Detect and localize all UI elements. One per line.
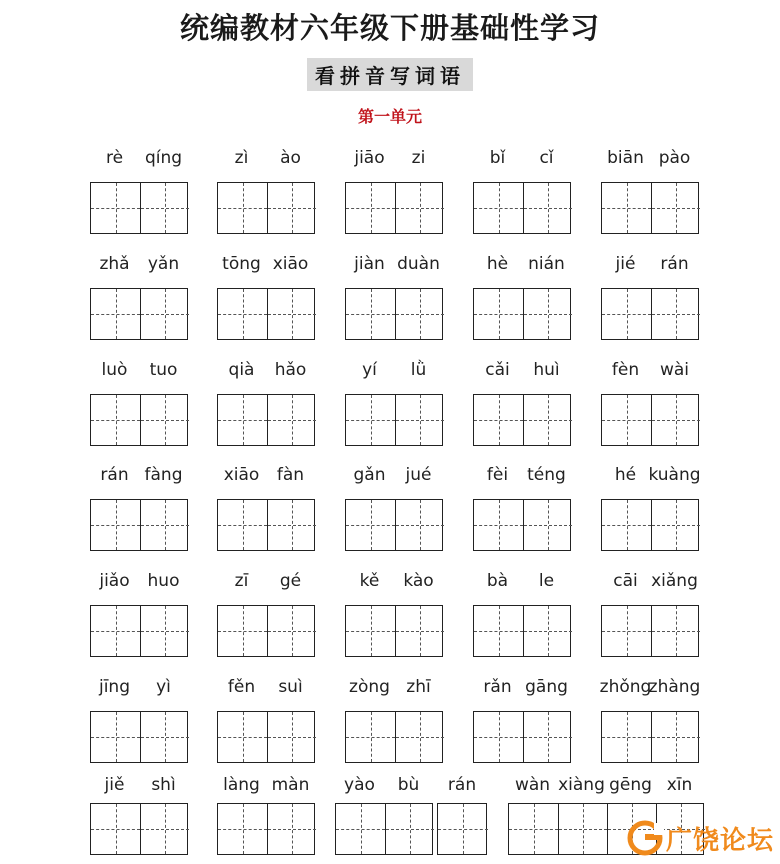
pinyin-syllable: huì bbox=[533, 360, 560, 380]
pinyin-syllable: cǐ bbox=[539, 148, 554, 168]
pinyin-syllable: kuàng bbox=[648, 465, 701, 485]
pinyin-syllable: gǎn bbox=[353, 465, 386, 485]
pinyin-syllable: cāi bbox=[613, 571, 638, 591]
writing-box[interactable] bbox=[473, 182, 571, 234]
writing-box[interactable] bbox=[473, 499, 571, 551]
pinyin-syllable: bǐ bbox=[489, 148, 506, 168]
pinyin-syllable: jué bbox=[405, 465, 432, 485]
pinyin-syllable: zhǎ bbox=[99, 254, 130, 274]
pinyin-syllable: cǎi bbox=[485, 360, 510, 380]
pinyin-syllable: yì bbox=[156, 677, 171, 697]
pinyin-syllable: tuo bbox=[149, 360, 178, 380]
pinyin-syllable: jiǎo bbox=[99, 571, 130, 591]
writing-box[interactable] bbox=[90, 394, 188, 446]
character-cell[interactable] bbox=[385, 804, 434, 854]
character-cell[interactable] bbox=[474, 183, 523, 233]
pinyin-syllable: bù bbox=[397, 775, 420, 795]
character-cell[interactable] bbox=[395, 183, 444, 233]
writing-box[interactable] bbox=[345, 711, 443, 763]
pinyin-syllable: shì bbox=[151, 775, 176, 795]
character-cell[interactable] bbox=[140, 395, 189, 445]
character-cell[interactable] bbox=[602, 712, 651, 762]
writing-box[interactable] bbox=[473, 711, 571, 763]
character-cell[interactable] bbox=[651, 712, 700, 762]
pinyin-syllable: zhàng bbox=[648, 677, 701, 697]
writing-box[interactable] bbox=[345, 499, 443, 551]
character-cell[interactable] bbox=[267, 606, 316, 656]
writing-box[interactable] bbox=[217, 711, 315, 763]
writing-box[interactable] bbox=[601, 394, 699, 446]
character-cell[interactable] bbox=[218, 606, 267, 656]
pinyin-syllable: xiǎng bbox=[651, 571, 698, 591]
character-cell[interactable] bbox=[218, 712, 267, 762]
character-cell[interactable] bbox=[523, 500, 572, 550]
writing-box[interactable] bbox=[217, 605, 315, 657]
writing-box[interactable] bbox=[345, 182, 443, 234]
character-cell[interactable] bbox=[267, 395, 316, 445]
forum-logo-icon bbox=[626, 819, 664, 857]
pinyin-syllable: jiāo bbox=[354, 148, 385, 168]
pinyin-syllable: kào bbox=[403, 571, 434, 591]
writing-box[interactable] bbox=[335, 803, 433, 855]
pinyin-syllable: qià bbox=[228, 360, 255, 380]
character-cell[interactable] bbox=[267, 183, 316, 233]
pinyin-syllable: zi bbox=[411, 148, 426, 168]
character-cell[interactable] bbox=[218, 183, 267, 233]
character-cell[interactable] bbox=[218, 500, 267, 550]
pinyin-syllable: fàng bbox=[144, 465, 183, 485]
character-cell[interactable] bbox=[602, 500, 651, 550]
watermark-text: 广饶论坛 bbox=[665, 825, 774, 856]
character-cell[interactable] bbox=[346, 183, 395, 233]
pinyin-syllable: zī bbox=[234, 571, 249, 591]
pinyin-syllable: màn bbox=[271, 775, 310, 795]
pinyin-syllable: bà bbox=[486, 571, 509, 591]
pinyin-syllable: lǜ bbox=[410, 360, 427, 380]
pinyin-syllable: fàn bbox=[276, 465, 305, 485]
writing-box[interactable] bbox=[217, 499, 315, 551]
character-cell[interactable] bbox=[474, 395, 523, 445]
character-cell[interactable] bbox=[218, 289, 267, 339]
character-cell[interactable] bbox=[346, 500, 395, 550]
character-cell[interactable] bbox=[602, 606, 651, 656]
character-cell[interactable] bbox=[395, 395, 444, 445]
pinyin-syllable: hǎo bbox=[274, 360, 307, 380]
pinyin-syllable: fèn bbox=[611, 360, 640, 380]
pinyin-syllable: rán bbox=[447, 775, 477, 795]
character-cell[interactable] bbox=[91, 500, 140, 550]
character-cell[interactable] bbox=[267, 712, 316, 762]
pinyin-syllable: fěn bbox=[227, 677, 256, 697]
character-cell[interactable] bbox=[91, 712, 140, 762]
pinyin-syllable: xiāo bbox=[223, 465, 260, 485]
pinyin-syllable: jiàn bbox=[354, 254, 385, 274]
writing-box[interactable] bbox=[473, 605, 571, 657]
writing-box[interactable] bbox=[90, 711, 188, 763]
pinyin-syllable: biān bbox=[607, 148, 644, 168]
character-cell[interactable] bbox=[346, 712, 395, 762]
character-cell[interactable] bbox=[602, 183, 651, 233]
writing-box[interactable] bbox=[90, 499, 188, 551]
writing-box[interactable] bbox=[90, 605, 188, 657]
pinyin-syllable: luò bbox=[101, 360, 128, 380]
pinyin-syllable: xiāo bbox=[272, 254, 309, 274]
character-cell[interactable] bbox=[523, 712, 572, 762]
pinyin-syllable: zhī bbox=[406, 677, 431, 697]
writing-box[interactable] bbox=[217, 803, 315, 855]
character-cell[interactable] bbox=[346, 395, 395, 445]
character-cell[interactable] bbox=[91, 606, 140, 656]
writing-box[interactable] bbox=[601, 605, 699, 657]
character-cell[interactable] bbox=[140, 606, 189, 656]
pinyin-syllable: gé bbox=[279, 571, 302, 591]
character-cell[interactable] bbox=[140, 804, 189, 854]
pinyin-syllable: xīn bbox=[666, 775, 693, 795]
character-cell[interactable] bbox=[267, 804, 316, 854]
character-cell[interactable] bbox=[602, 395, 651, 445]
character-cell[interactable] bbox=[395, 289, 444, 339]
writing-box[interactable] bbox=[345, 288, 443, 340]
character-cell[interactable] bbox=[651, 289, 700, 339]
watermark-logo bbox=[626, 818, 774, 858]
pinyin-syllable: nián bbox=[528, 254, 565, 274]
pinyin-syllable: kě bbox=[359, 571, 380, 591]
character-cell[interactable] bbox=[474, 500, 523, 550]
pinyin-syllable: wài bbox=[659, 360, 690, 380]
character-cell[interactable] bbox=[523, 606, 572, 656]
character-cell[interactable] bbox=[523, 289, 572, 339]
character-cell[interactable] bbox=[140, 712, 189, 762]
pinyin-syllable: rǎn bbox=[483, 677, 512, 697]
character-cell[interactable] bbox=[523, 183, 572, 233]
pinyin-syllable: xiàng bbox=[558, 775, 605, 795]
character-cell[interactable] bbox=[140, 289, 189, 339]
writing-box[interactable] bbox=[601, 182, 699, 234]
pinyin-syllable: ào bbox=[280, 148, 301, 168]
writing-box[interactable] bbox=[601, 499, 699, 551]
writing-box[interactable] bbox=[437, 803, 487, 855]
character-cell[interactable] bbox=[140, 500, 189, 550]
pinyin-syllable: duàn bbox=[397, 254, 440, 274]
character-cell[interactable] bbox=[346, 606, 395, 656]
unit-heading: 第一单元 bbox=[357, 107, 422, 126]
pinyin-syllable: hé bbox=[614, 465, 637, 485]
character-cell[interactable] bbox=[474, 289, 523, 339]
section-subtitle: 看拼音写词语 bbox=[307, 58, 473, 91]
writing-box[interactable] bbox=[217, 182, 315, 234]
pinyin-syllable: huo bbox=[147, 571, 180, 591]
pinyin-syllable: hè bbox=[486, 254, 509, 274]
writing-box[interactable] bbox=[601, 288, 699, 340]
pinyin-syllable: zhǒng bbox=[599, 677, 652, 697]
character-cell[interactable] bbox=[651, 606, 700, 656]
character-cell[interactable] bbox=[336, 804, 385, 854]
pinyin-syllable: gēng bbox=[609, 775, 652, 795]
pinyin-syllable: jīng bbox=[98, 677, 130, 697]
pinyin-syllable: jiě bbox=[104, 775, 125, 795]
character-cell[interactable] bbox=[474, 606, 523, 656]
pinyin-syllable: yí bbox=[362, 360, 377, 380]
pinyin-syllable: rè bbox=[105, 148, 124, 168]
pinyin-syllable: qíng bbox=[144, 148, 183, 168]
character-cell[interactable] bbox=[651, 395, 700, 445]
character-cell[interactable] bbox=[602, 289, 651, 339]
pinyin-syllable: fèi bbox=[486, 465, 509, 485]
pinyin-syllable: yào bbox=[344, 775, 375, 795]
pinyin-syllable: làng bbox=[223, 775, 260, 795]
writing-box[interactable] bbox=[217, 394, 315, 446]
writing-box[interactable] bbox=[345, 394, 443, 446]
pinyin-syllable: rán bbox=[100, 465, 129, 485]
pinyin-syllable: pào bbox=[658, 148, 691, 168]
writing-box[interactable] bbox=[90, 803, 188, 855]
writing-box[interactable] bbox=[601, 711, 699, 763]
pinyin-syllable: jié bbox=[615, 254, 636, 274]
character-cell[interactable] bbox=[218, 804, 267, 854]
writing-box[interactable] bbox=[473, 394, 571, 446]
character-cell[interactable] bbox=[651, 500, 700, 550]
character-cell[interactable] bbox=[509, 804, 558, 854]
page-title: 统编教材六年级下册基础性学习 bbox=[179, 11, 600, 45]
character-cell[interactable] bbox=[140, 183, 189, 233]
character-cell[interactable] bbox=[91, 395, 140, 445]
pinyin-syllable: gāng bbox=[525, 677, 568, 697]
character-cell[interactable] bbox=[651, 183, 700, 233]
character-cell[interactable] bbox=[438, 804, 488, 854]
pinyin-syllable: suì bbox=[278, 677, 303, 697]
character-cell[interactable] bbox=[395, 712, 444, 762]
character-cell[interactable] bbox=[267, 289, 316, 339]
writing-box[interactable] bbox=[90, 288, 188, 340]
character-cell[interactable] bbox=[395, 500, 444, 550]
character-cell[interactable] bbox=[395, 606, 444, 656]
character-cell[interactable] bbox=[91, 289, 140, 339]
writing-box[interactable] bbox=[345, 605, 443, 657]
writing-box[interactable] bbox=[217, 288, 315, 340]
character-cell[interactable] bbox=[558, 804, 607, 854]
pinyin-syllable: zì bbox=[234, 148, 249, 168]
pinyin-syllable: zòng bbox=[349, 677, 390, 697]
pinyin-syllable: yǎn bbox=[147, 254, 180, 274]
writing-box[interactable] bbox=[90, 182, 188, 234]
pinyin-syllable: téng bbox=[527, 465, 566, 485]
pinyin-syllable: tōng bbox=[222, 254, 261, 274]
character-cell[interactable] bbox=[474, 712, 523, 762]
character-cell[interactable] bbox=[91, 804, 140, 854]
character-cell[interactable] bbox=[91, 183, 140, 233]
character-cell[interactable] bbox=[346, 289, 395, 339]
pinyin-syllable: rán bbox=[660, 254, 689, 274]
writing-box[interactable] bbox=[473, 288, 571, 340]
character-cell[interactable] bbox=[267, 500, 316, 550]
pinyin-syllable: wàn bbox=[514, 775, 551, 795]
character-cell[interactable] bbox=[218, 395, 267, 445]
character-cell[interactable] bbox=[523, 395, 572, 445]
pinyin-syllable: le bbox=[538, 571, 555, 591]
